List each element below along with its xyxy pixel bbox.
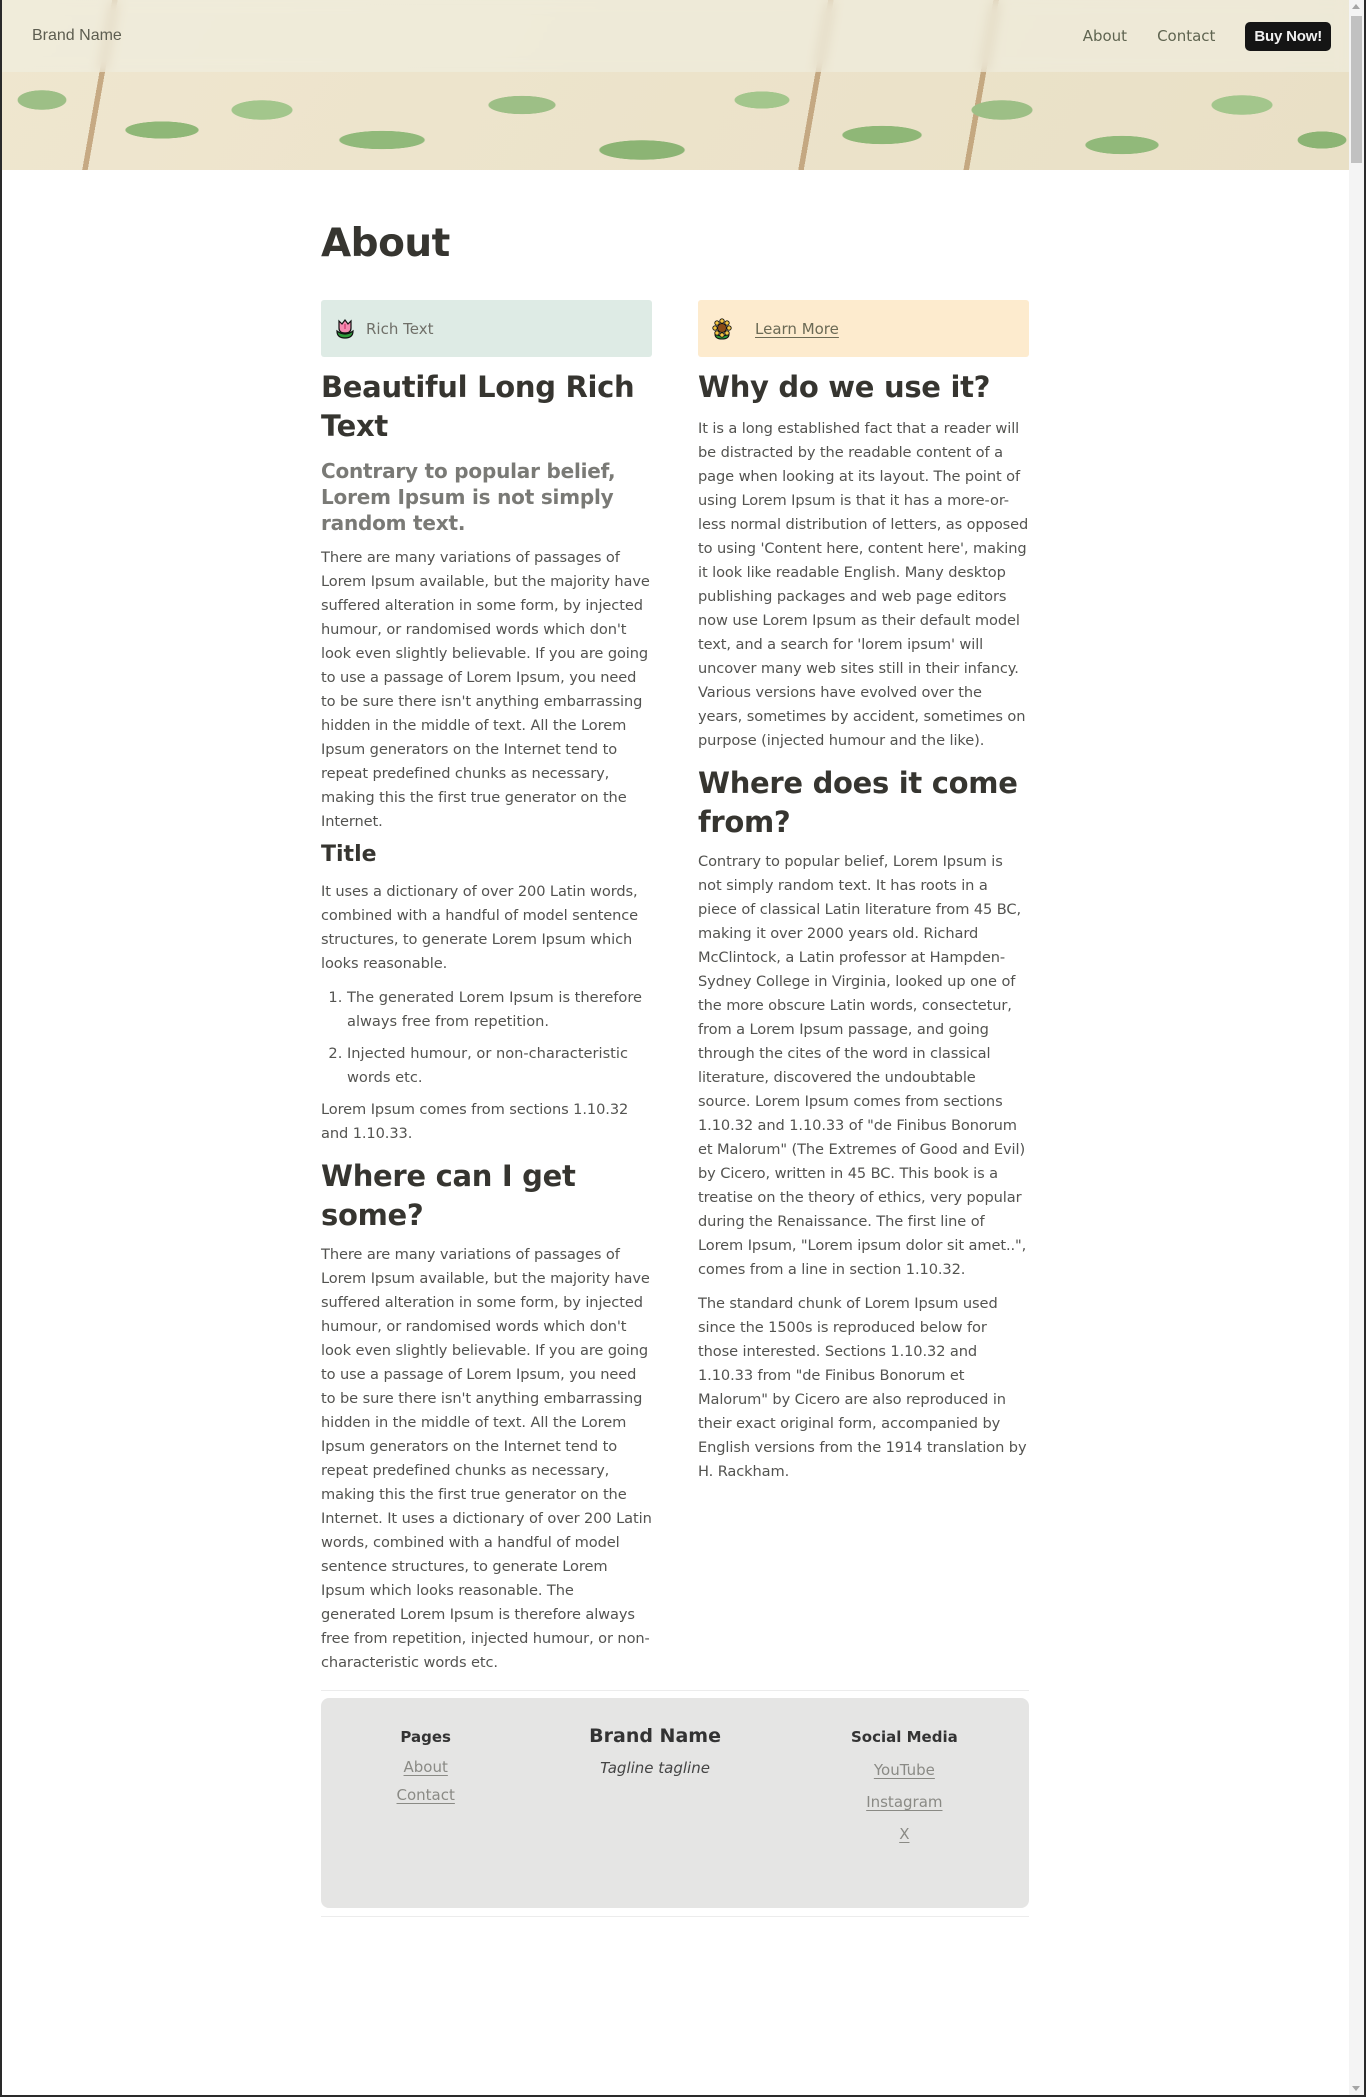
footer-bottom-divider — [321, 1916, 1029, 1917]
footer-brand-column — [530, 1725, 779, 1908]
callout-label: Rich Text — [366, 319, 434, 338]
section-subheading: Contrary to popular belief, Lorem Ipsum is not simply random text. — [321, 459, 616, 535]
footer-link-instagram[interactable]: Instagram — [866, 1793, 943, 1811]
subsection-title: Title — [321, 842, 377, 867]
section-heading: Beautiful Long Rich Text — [321, 370, 635, 443]
learn-more-callout — [698, 300, 1029, 357]
page-title: About — [321, 221, 450, 266]
footer-pages-column — [321, 1725, 530, 1908]
footer-panel — [321, 1698, 1029, 1908]
tulip-icon — [334, 318, 356, 340]
footer-brand-name: Brand Name — [589, 1725, 721, 1747]
footer-link-youtube[interactable]: YouTube — [873, 1761, 935, 1779]
two-column-layout — [321, 300, 1029, 1675]
section-heading: Where can I get some? — [321, 1159, 576, 1232]
section-heading: Why do we use it? — [698, 370, 991, 404]
left-column — [321, 300, 652, 1675]
footer-top-divider — [321, 1690, 1029, 1691]
buy-now-button[interactable]: Buy Now! — [1245, 22, 1331, 51]
ordered-list — [321, 986, 652, 1090]
sunflower-icon — [711, 318, 733, 340]
paragraph: Lorem Ipsum comes from sections 1.10.32 and 1.10.33. — [321, 1101, 629, 1142]
rich-text-callout — [321, 300, 652, 357]
brand-logo-link[interactable]: Brand Name — [32, 27, 122, 44]
paragraph: The standard chunk of Lorem Ipsum used since the 1500s is reproduced below for those interested. Sections 1.10.32 and 1.10.33 from "de Finibus Bonorum et Malorum" by Cicero are also reproduced in their exact original form, accompanied by English versions from the 1914 translation by H. Rackham. — [698, 1295, 1027, 1480]
paragraph: Contrary to popular belief, Lorem Ipsum is not simply random text. It has roots in a piece of classical Latin literature from 45 BC, making it over 2000 years old. Richard McClintock, a Latin professor at Hampden-Sydney College in Virginia, looked up one of the more obscure Latin words, consectetur, from a Lorem Ipsum passage, and going through the cites of the word in classical literature, discovered the undoubtable source. Lorem Ipsum comes from sections 1.10.32 and 1.10.33 of "de Finibus Bonorum et Malorum" (The Extremes of Good and Evil) by Cicero, written in 45 BC. This book is a treatise on the theory of ethics, very popular during the Renaissance. The first line of Lorem Ipsum, "Lorem ipsum dolor sit amet..", comes from a line in section 1.10.32. — [698, 853, 1027, 1278]
paragraph: There are many variations of passages of Lorem Ipsum available, but the majority have suffered alteration in some form, by injected humour, or randomised words which don't look even slightly believable. If you are going to use a passage of Lorem Ipsum, you need to be sure there isn't anything embarrassing hidden in the middle of text. All the Lorem Ipsum generators on the Internet tend to repeat predefined chunks as necessary, making this the first true generator on the Internet. — [321, 549, 650, 830]
vertical-scrollbar[interactable] — [1349, 0, 1364, 2095]
nav-link-about[interactable]: About — [1082, 27, 1128, 45]
list-item: 1. The generated Lorem Ipsum is therefore always free from repetition. — [347, 986, 652, 1034]
nav-link-contact[interactable]: Contact — [1157, 27, 1216, 45]
nav-links — [1083, 22, 1331, 51]
footer-tagline: Tagline tagline — [600, 1759, 710, 1777]
paragraph: It is a long established fact that a reader will be distracted by the readable content of a page when looking at its layout. The point of using Lorem Ipsum is that it has a more-or-less normal distribution of letters, as opposed to using 'Content here, content here', making it look like readable English. Many desktop publishing packages and web page editors now use Lorem Ipsum as their default model text, and a search for 'lorem ipsum' will uncover many web sites still in their infancy. Various versions have evolved over the years, sometimes by accident, sometimes on purpose (injected humour and the like). — [698, 420, 1029, 749]
footer-pages-heading: Pages — [400, 1728, 451, 1746]
list-item: 2. Injected humour, or non-characteristic words etc. — [347, 1042, 652, 1090]
learn-more-link[interactable]: Learn More — [755, 319, 839, 338]
paragraph: It uses a dictionary of over 200 Latin words, combined with a handful of model sentence structures, to generate Lorem Ipsum which looks reasonable. — [321, 883, 639, 972]
top-navbar — [2, 0, 1349, 72]
footer-link-contact[interactable]: Contact — [396, 1786, 455, 1804]
site-footer — [321, 1690, 1029, 1917]
section-heading: Where does it come from? — [698, 766, 1018, 839]
right-column — [698, 300, 1029, 1675]
paragraph: There are many variations of passages of Lorem Ipsum available, but the majority have suffered alteration in some form, by injected humour, or randomised words which don't look even slightly believable. If you are going to use a passage of Lorem Ipsum, you need to be sure there isn't anything embarrassing hidden in the middle of text. All the Lorem Ipsum generators on the Internet tend to repeat predefined chunks as necessary, making this the first true generator on the Internet. It uses a dictionary of over 200 Latin words, combined with a handful of model sentence structures, to generate Lorem Ipsum which looks reasonable. The generated Lorem Ipsum is therefore always free from repetition, injected humour, or non-characteristic words etc. — [321, 1246, 652, 1671]
main-content — [321, 170, 1029, 1675]
footer-social-heading: Social Media — [850, 1728, 958, 1746]
footer-social-column — [780, 1725, 1029, 1908]
scroll-up-arrow-icon[interactable] — [1352, 4, 1360, 9]
scrollbar-thumb[interactable] — [1351, 16, 1362, 163]
footer-link-x[interactable]: X — [899, 1825, 910, 1843]
footer-link-about[interactable]: About — [403, 1758, 448, 1776]
scroll-down-arrow-icon[interactable] — [1352, 2086, 1360, 2091]
